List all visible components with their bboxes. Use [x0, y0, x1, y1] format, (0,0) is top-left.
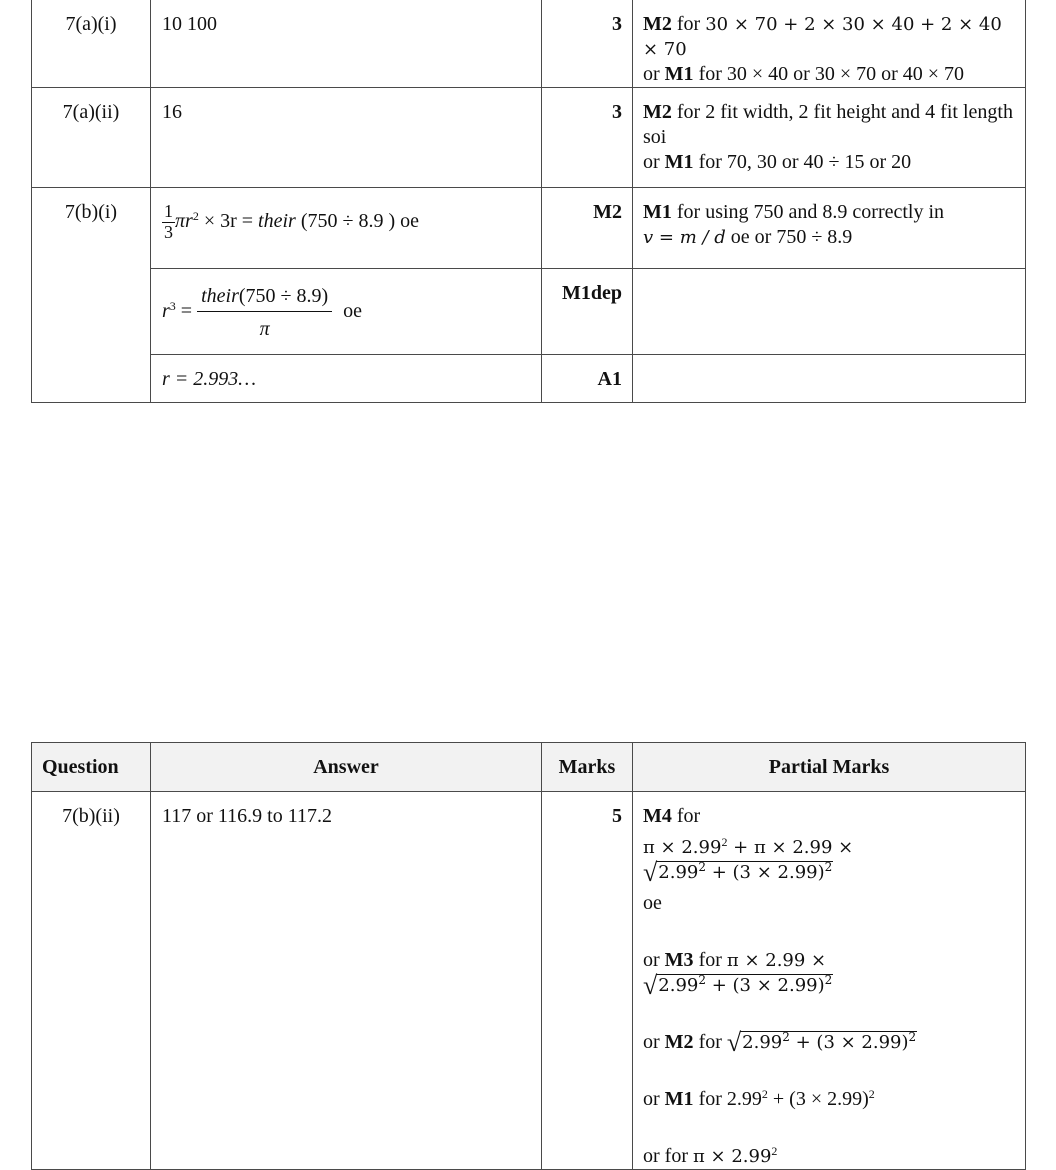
- partial-text: + (3 × 2.99): [767, 1088, 869, 1110]
- mark-scheme-table-bottom: [31, 742, 1026, 1170]
- oe-label: oe: [343, 300, 363, 323]
- superscript: 2: [761, 1087, 768, 1101]
- answer-text: 117 or 116.9 to 117.2: [162, 805, 332, 827]
- superscript: 2: [824, 860, 833, 874]
- partial-text: or: [643, 1031, 665, 1053]
- answer-text: 16: [162, 101, 182, 123]
- math-term: πr: [175, 209, 193, 232]
- partial-expression: 30 × 70 + 2 × 30 × 40 + 2 × 40 × 70: [643, 14, 1002, 60]
- marks-value: 5: [612, 805, 622, 827]
- math-term: 2.99: [658, 975, 699, 996]
- marks-value: 3: [612, 101, 622, 123]
- answer-text: r = 2.993…: [162, 368, 257, 390]
- superscript: 2: [721, 835, 728, 849]
- mark-scheme-table-top: [31, 0, 1026, 403]
- math-term: π: [259, 318, 270, 340]
- partial-text: or: [643, 151, 665, 173]
- table-row: [32, 355, 1026, 403]
- superscript: 2: [698, 860, 706, 874]
- fraction: [197, 285, 332, 340]
- partial-line: [643, 1087, 1017, 1112]
- math-term: + (3 × 2.99): [706, 975, 825, 996]
- marks-cell: [542, 88, 633, 188]
- header-marks: Marks: [542, 743, 633, 792]
- partial-line: [643, 150, 1017, 175]
- partial-marks-cell: [633, 355, 1026, 403]
- partial-text: oe or 750 ÷ 8.9: [725, 226, 853, 248]
- partial-marks-cell: [633, 269, 1026, 355]
- answer-cell: [151, 269, 542, 355]
- marks-value: M2: [593, 201, 622, 223]
- partial-text: for: [671, 805, 701, 827]
- answer-cell: [151, 88, 542, 188]
- superscript: 2: [192, 208, 199, 223]
- partial-text: for: [693, 1031, 727, 1053]
- partial-text: for: [671, 13, 706, 35]
- mark-code: M1: [664, 151, 694, 173]
- marks-cell: [542, 792, 633, 1170]
- table-row: [32, 269, 1026, 355]
- mark-code: M4: [643, 805, 672, 827]
- fraction-denominator: 3: [164, 221, 173, 242]
- marks-cell: [542, 355, 633, 403]
- mark-code: M1: [664, 1088, 694, 1110]
- radicand: [656, 861, 833, 883]
- table-row: [32, 792, 1026, 1170]
- math-term: =: [175, 300, 198, 323]
- radical-sign: √: [643, 971, 658, 1000]
- their-label: their: [258, 209, 296, 232]
- mark-code: M2: [643, 13, 672, 35]
- marks-cell: [542, 269, 633, 355]
- marks-value: A1: [597, 368, 622, 390]
- partial-line: [643, 948, 1017, 998]
- math-term: r: [162, 300, 170, 323]
- partial-text: for 2.99: [693, 1088, 762, 1110]
- math-term: (750 ÷ 8.9 ) oe: [295, 209, 419, 232]
- math-term: π × 2.99: [643, 837, 722, 858]
- partial-line: [643, 804, 1017, 829]
- partial-line: [643, 100, 1017, 150]
- partial-line: [643, 62, 1017, 87]
- answer-text: 10 100: [162, 13, 217, 35]
- radicand: [656, 974, 833, 996]
- partial-text: for 2 fit width, 2 fit height and 4 fit length soi: [643, 101, 1013, 148]
- header-row: [32, 743, 1026, 792]
- math-term: π × 2.99 ×: [726, 950, 827, 971]
- question-cell: [32, 88, 151, 188]
- partial-text: for: [693, 949, 727, 971]
- answer-cell: [151, 355, 542, 403]
- marks-cell: [542, 0, 633, 88]
- superscript: 3: [169, 299, 176, 314]
- partial-line: [643, 1030, 1017, 1055]
- answer-cell: [151, 188, 542, 269]
- radical-sign: √: [726, 1028, 742, 1057]
- math-term: + (3 × 2.99): [706, 862, 825, 883]
- question-cell: [32, 0, 151, 88]
- fraction: [162, 202, 175, 243]
- fraction-numerator: 1: [164, 201, 173, 221]
- header-answer: Answer: [151, 743, 542, 792]
- answer-cell: [151, 792, 542, 1170]
- math-term: π × 2.99: [692, 1146, 772, 1167]
- mark-code: M2: [664, 1031, 694, 1053]
- question-label: 7(a)(i): [65, 13, 117, 35]
- partial-line: [643, 200, 1017, 225]
- superscript: 2: [824, 973, 833, 987]
- partial-text: or for: [643, 1145, 693, 1167]
- question-cell: [32, 188, 151, 403]
- math-term: × 3r =: [198, 209, 259, 232]
- math-term: 2.99: [742, 1032, 783, 1053]
- mark-code: M1: [643, 201, 672, 223]
- superscript: 2: [698, 973, 706, 987]
- table-row: [32, 188, 1026, 269]
- formula: v = m / d: [643, 227, 726, 248]
- header-question: Question: [32, 743, 151, 792]
- partial-marks-cell: [633, 88, 1026, 188]
- fraction-denominator: [197, 312, 332, 340]
- superscript: 2: [908, 1030, 917, 1044]
- partial-line: [643, 891, 1017, 916]
- partial-marks-cell: [633, 792, 1026, 1170]
- math-term: + π × 2.99 ×: [727, 837, 854, 858]
- header-partial-marks: Partial Marks: [633, 743, 1026, 792]
- partial-text: for 30 × 40 or 30 × 70 or 40 × 70: [693, 63, 965, 85]
- their-label: their: [201, 285, 239, 307]
- partial-line: [643, 225, 1017, 250]
- radicand: [740, 1031, 917, 1053]
- math-term: 2.99: [658, 862, 699, 883]
- table-row: [32, 88, 1026, 188]
- oe-label: oe: [643, 892, 662, 914]
- marks-value: 3: [612, 13, 622, 35]
- radical-sign: √: [643, 858, 658, 887]
- fraction-numerator: [197, 285, 332, 312]
- partial-text: or: [643, 949, 665, 971]
- math-term: (750 ÷ 8.9): [238, 285, 329, 307]
- marks-value: M1dep: [562, 282, 622, 304]
- superscript: 2: [868, 1087, 875, 1101]
- square-root: [643, 973, 833, 998]
- partial-text: or: [643, 63, 665, 85]
- table-row: [32, 0, 1026, 88]
- question-cell: [32, 792, 151, 1170]
- question-label: 7(b)(i): [64, 201, 118, 223]
- partial-marks-cell: [633, 0, 1026, 88]
- mark-code: M1: [664, 63, 694, 85]
- superscript: 2: [782, 1030, 790, 1044]
- partial-text: for 70, 30 or 40 ÷ 15 or 20: [693, 151, 912, 173]
- partial-marks-cell: [633, 188, 1026, 269]
- marks-cell: [542, 188, 633, 269]
- superscript: 2: [771, 1144, 778, 1158]
- partial-text: or: [643, 1088, 665, 1110]
- partial-line: [643, 1144, 1017, 1169]
- partial-line: [643, 12, 1017, 62]
- square-root: [727, 1030, 917, 1055]
- partial-text: for using 750 and 8.9 correctly in: [671, 201, 945, 223]
- mark-code: M3: [664, 949, 694, 971]
- question-label: 7(b)(ii): [62, 805, 120, 827]
- square-root: [643, 860, 833, 885]
- partial-line: [643, 835, 1017, 885]
- mark-code: M2: [643, 101, 672, 123]
- math-term: + (3 × 2.99): [789, 1032, 909, 1053]
- question-label: 7(a)(ii): [62, 101, 120, 123]
- answer-cell: [151, 0, 542, 88]
